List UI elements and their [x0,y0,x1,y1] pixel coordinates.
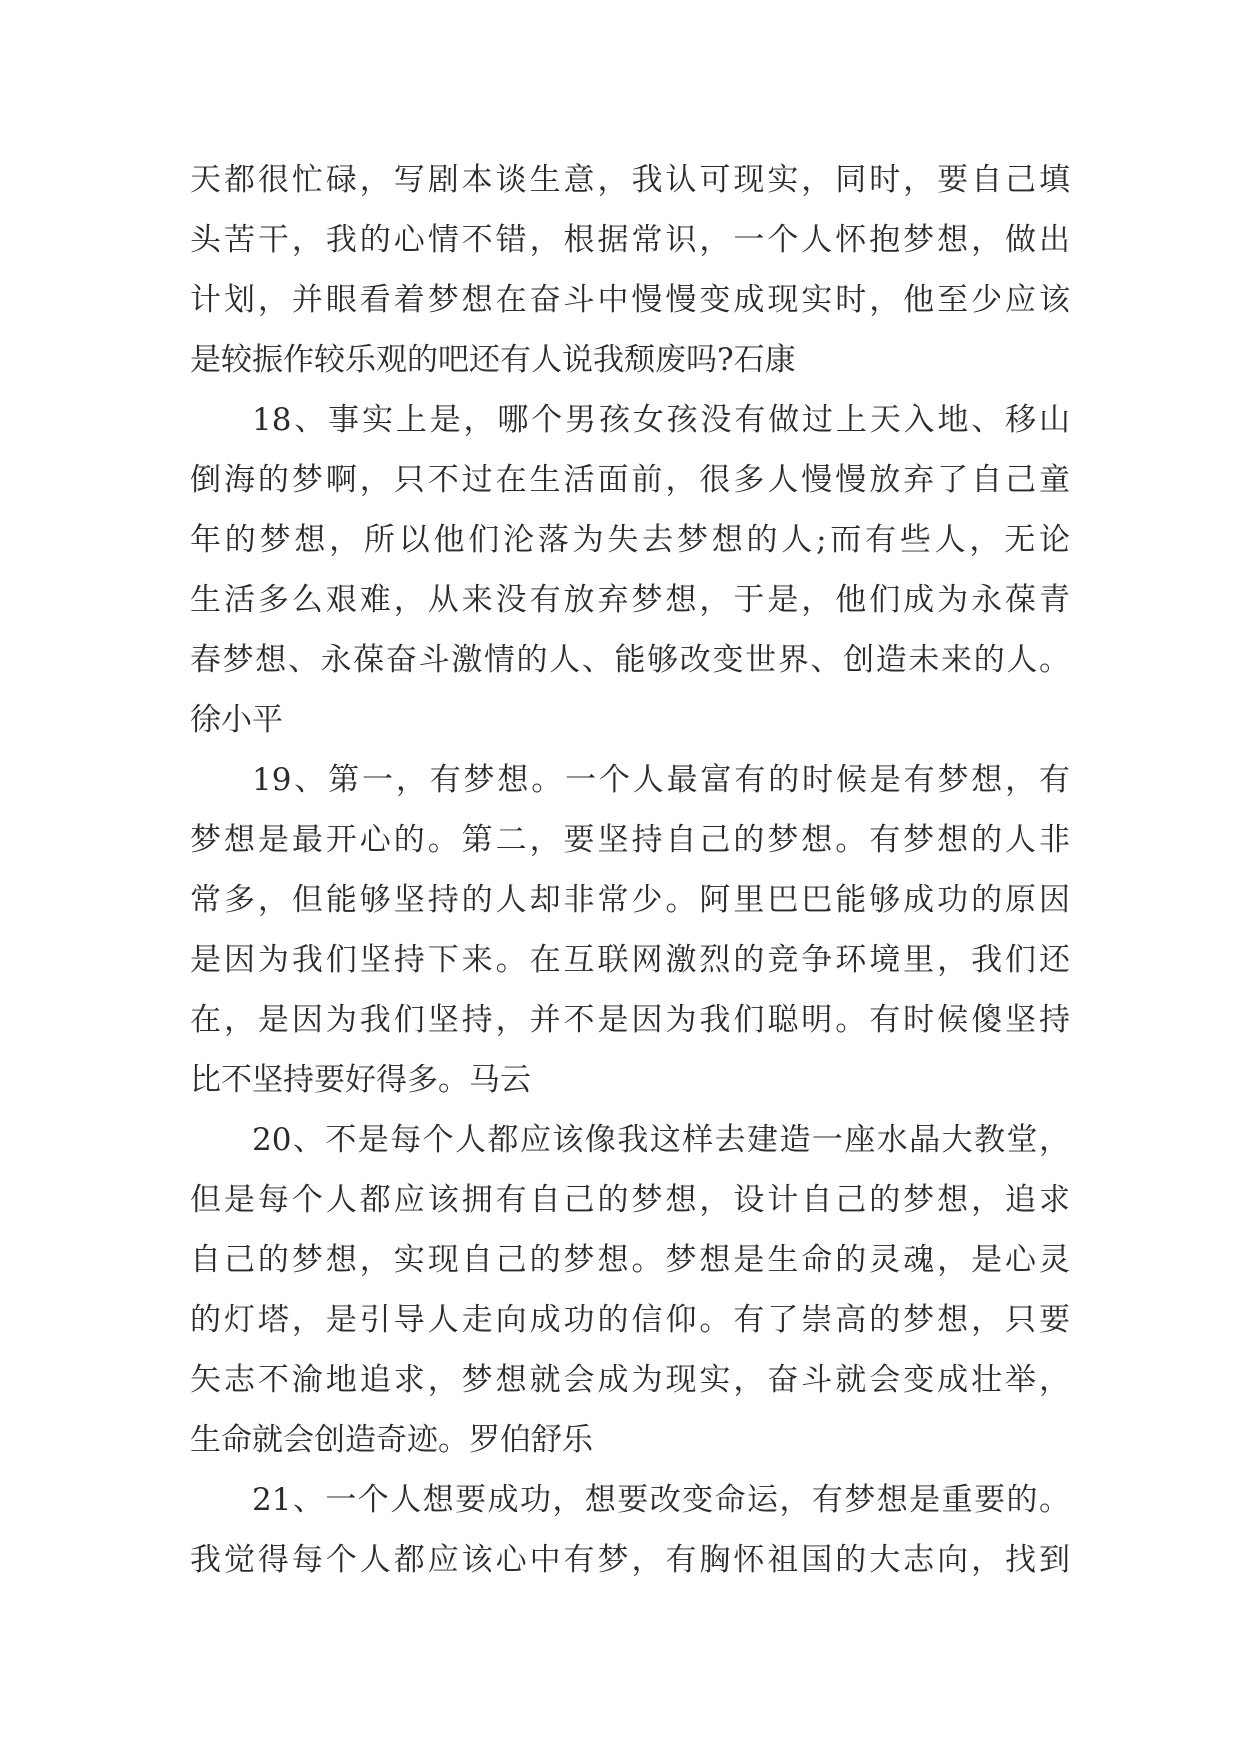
text-line: 梦想是最开心的。第二，要坚持自己的梦想。有梦想的人非 [190,822,1070,858]
document-body [190,150,1070,1590]
text-line: 常多，但能够坚持的人却非常少。阿里巴巴能够成功的原因 [190,882,1070,918]
paragraph-first-line: 18、事实上是，哪个男孩女孩没有做过上天入地、移山 [252,402,1070,438]
text-line: 计划，并眼看着梦想在奋斗中慢慢变成现实时，他至少应该 [190,282,1070,318]
text-line: 生活多么艰难，从来没有放弃梦想，于是，他们成为永葆青 [190,582,1070,618]
text-line: 生命就会创造奇迹。罗伯舒乐 [190,1422,593,1458]
text-line: 但是每个人都应该拥有自己的梦想，设计自己的梦想，追求 [190,1182,1070,1218]
paragraph-first-line: 20、不是每个人都应该像我这样去建造一座水晶大教堂， [252,1122,1070,1158]
text-line: 是因为我们坚持下来。在互联网激烈的竞争环境里，我们还 [190,942,1070,978]
text-line: 的灯塔，是引导人走向成功的信仰。有了崇高的梦想，只要 [190,1302,1070,1338]
text-line: 春梦想、永葆奋斗激情的人、能够改变世界、创造未来的人。 [190,642,1070,678]
text-line: 自己的梦想，实现自己的梦想。梦想是生命的灵魂，是心灵 [190,1242,1070,1278]
text-line: 徐小平 [190,702,283,738]
text-line: 是较振作较乐观的吧还有人说我颓废吗?石康 [190,342,796,378]
text-line: 头苦干，我的心情不错，根据常识，一个人怀抱梦想，做出 [190,222,1070,258]
text-line: 天都很忙碌，写剧本谈生意，我认可现实，同时，要自己填 [190,162,1070,198]
text-line: 在，是因为我们坚持，并不是因为我们聪明。有时候傻坚持 [190,1002,1070,1038]
text-line: 比不坚持要好得多。马云 [190,1062,531,1098]
text-line: 矢志不渝地追求，梦想就会成为现实，奋斗就会变成壮举， [190,1362,1070,1398]
text-line: 我觉得每个人都应该心中有梦，有胸怀祖国的大志向，找到 [190,1542,1070,1578]
text-line: 年的梦想，所以他们沦落为失去梦想的人;而有些人，无论 [190,522,1070,558]
paragraph-first-line: 19、第一，有梦想。一个人最富有的时候是有梦想，有 [252,762,1070,798]
text-line: 倒海的梦啊，只不过在生活面前，很多人慢慢放弃了自己童 [190,462,1070,498]
paragraph-first-line: 21、一个人想要成功，想要改变命运，有梦想是重要的。 [252,1482,1070,1518]
